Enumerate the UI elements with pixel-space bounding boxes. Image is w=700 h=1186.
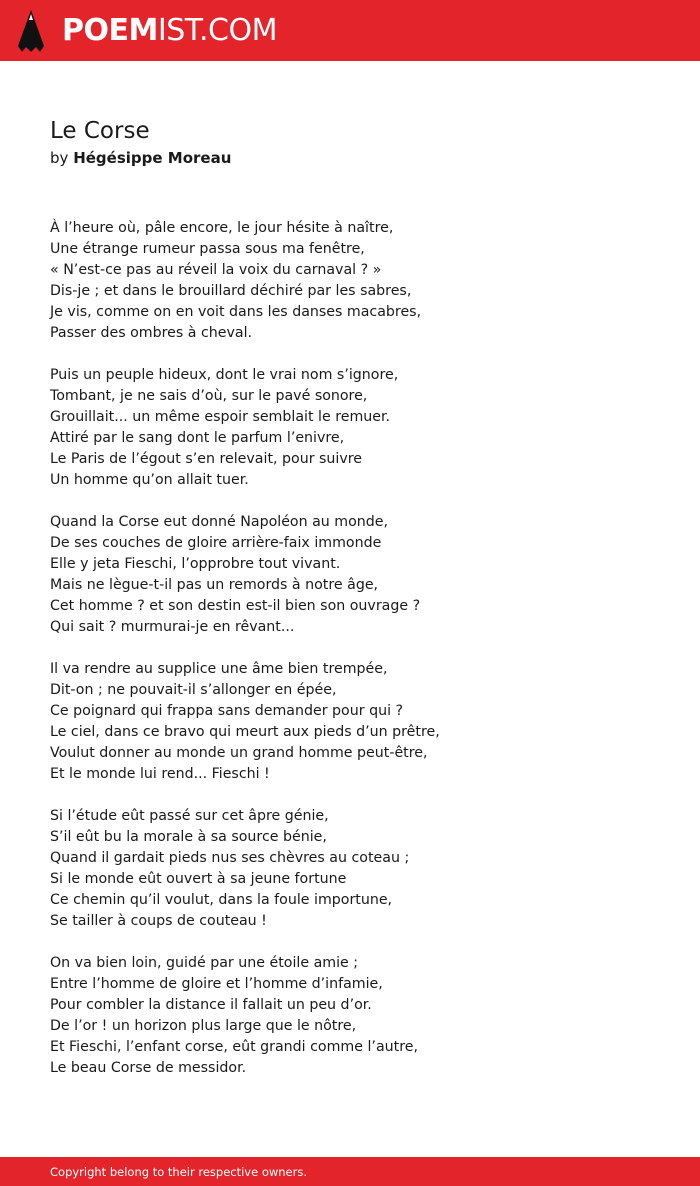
byline bbox=[50, 148, 650, 168]
poem-line: Une étrange rumeur passa sous ma fenêtre, bbox=[50, 241, 365, 257]
poem-line: Puis un peuple hideux, dont le vrai nom s’ignore, bbox=[50, 367, 399, 383]
stanza bbox=[50, 659, 650, 785]
poem-line: À l’heure où, pâle encore, le jour hésite à naître, bbox=[50, 220, 394, 236]
poem-line: Voulut donner au monde un grand homme peut-être, bbox=[50, 745, 428, 761]
poem-line: Si le monde eût ouvert à sa jeune fortune bbox=[50, 871, 347, 887]
poem-line: Il va rendre au supplice une âme bien trempée, bbox=[50, 661, 388, 677]
poem-line: Passer des ombres à cheval. bbox=[50, 325, 253, 341]
poem-line: Un homme qu’on allait tuer. bbox=[50, 472, 249, 488]
byline-label: by bbox=[50, 149, 69, 167]
poem-line: De l’or ! un horizon plus large que le nôtre, bbox=[50, 1018, 357, 1034]
poem-line: Grouillait... un même espoir semblait le remuer. bbox=[50, 409, 391, 425]
poem-line: On va bien loin, guidé par une étoile amie ; bbox=[50, 955, 359, 971]
poem-line: Ce chemin qu’il voulut, dans la foule importune, bbox=[50, 892, 393, 908]
poem-line: Cet homme ? et son destin est-il bien son ouvrage ? bbox=[50, 598, 421, 614]
poem-line: De ses couches de gloire arrière-faix immonde bbox=[50, 535, 382, 551]
stanza bbox=[50, 806, 650, 932]
poem-line: Qui sait ? murmurai-je en rêvant... bbox=[50, 619, 295, 635]
logo-wordmark bbox=[62, 13, 277, 48]
poem-line: Si l’étude eût passé sur cet âpre génie, bbox=[50, 808, 329, 824]
stanza bbox=[50, 365, 650, 491]
poem-line: Et Fieschi, l’enfant corse, eût grandi comme l’autre, bbox=[50, 1039, 418, 1055]
poem-line: Elle y jeta Fieschi, l’opprobre tout vivant. bbox=[50, 556, 341, 572]
poem-line: Mais ne lègue-t-il pas un remords à notre âge, bbox=[50, 577, 379, 593]
poem-content bbox=[50, 117, 650, 1079]
poem-line: Et le monde lui rend... Fieschi ! bbox=[50, 766, 270, 782]
poem-line: Tombant, je ne sais d’où, sur le pavé sonore, bbox=[50, 388, 368, 404]
poem-line: Attiré par le sang dont le parfum l’enivre, bbox=[50, 430, 345, 446]
stanza bbox=[50, 218, 650, 344]
poem-line: Ce poignard qui frappa sans demander pour qui ? bbox=[50, 703, 404, 719]
poem-line: Je vis, comme on en voit dans les danses macabres, bbox=[50, 304, 422, 320]
stanza bbox=[50, 953, 650, 1079]
logo-light-text: IST.COM bbox=[157, 13, 277, 48]
poem-line: S’il eût bu la morale à sa source bénie, bbox=[50, 829, 327, 845]
poem-line: Pour combler la distance il fallait un peu d’or. bbox=[50, 997, 372, 1013]
stanza bbox=[50, 512, 650, 638]
poem-title: Le Corse bbox=[50, 118, 150, 144]
poem-line: Entre l’homme de gloire et l’homme d’infamie, bbox=[50, 976, 383, 992]
poem-line: Le beau Corse de messidor. bbox=[50, 1060, 247, 1076]
poem-line: Se tailler à coups de couteau ! bbox=[50, 913, 267, 929]
pencil-tip-icon bbox=[18, 10, 44, 52]
logo-bold-text: POEM bbox=[62, 13, 158, 48]
site-logo[interactable] bbox=[18, 9, 277, 53]
site-header bbox=[0, 0, 700, 61]
poem-line: Dis-je ; et dans le brouillard déchiré par les sabres, bbox=[50, 283, 412, 299]
poem-line: Dit-on ; ne pouvait-il s’allonger en épée, bbox=[50, 682, 337, 698]
poem-line: « N’est-ce pas au réveil la voix du carnaval ? » bbox=[50, 262, 382, 278]
site-footer bbox=[0, 1157, 700, 1186]
poem-line: Quand il gardait pieds nus ses chèvres au coteau ; bbox=[50, 850, 410, 866]
poem-line: Quand la Corse eut donné Napoléon au monde, bbox=[50, 514, 389, 530]
poem-line: Le ciel, dans ce bravo qui meurt aux pieds d’un prêtre, bbox=[50, 724, 440, 740]
poem-body bbox=[50, 218, 650, 1079]
copyright-notice: Copyright belong to their respective owners. bbox=[50, 1165, 308, 1179]
author-name[interactable]: Hégésippe Moreau bbox=[73, 149, 232, 167]
poem-line: Le Paris de l’égout s’en relevait, pour suivre bbox=[50, 451, 363, 467]
